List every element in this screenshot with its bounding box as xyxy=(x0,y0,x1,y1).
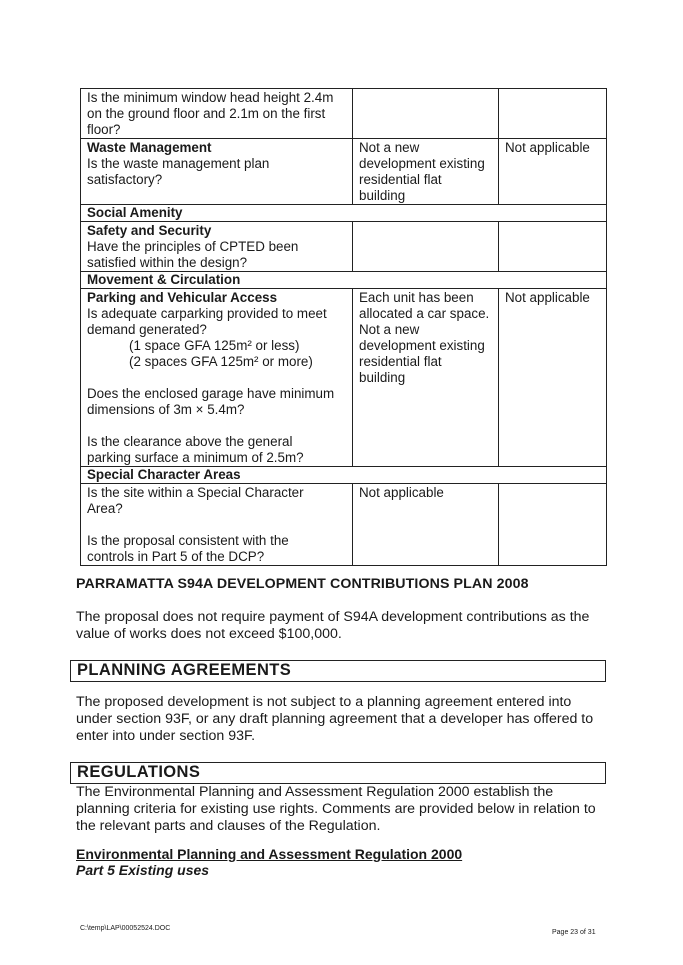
compliance-cell: Not applicable xyxy=(499,289,607,467)
compliance-cell xyxy=(499,484,607,566)
regulation-part-title: Part 5 Existing uses xyxy=(76,862,210,878)
regulation-subtitle: Environmental Planning and Assessment Regulation 2000 xyxy=(76,846,463,862)
question-cell: Waste Management Is the waste management plan satisfactory? xyxy=(81,139,353,205)
comment-cell xyxy=(353,222,499,272)
compliance-cell: Not applicable xyxy=(499,139,607,205)
table-row xyxy=(81,484,607,566)
section-label: Social Amenity xyxy=(81,205,607,222)
section-row xyxy=(81,272,607,289)
comment-cell: Not applicable xyxy=(353,484,499,566)
comment-cell: Each unit has been allocated a car space. Not a new development existing residential flat building xyxy=(353,289,499,467)
section-row xyxy=(81,205,607,222)
section-label: Movement & Circulation xyxy=(81,272,607,289)
table-row xyxy=(81,222,607,272)
compliance-cell xyxy=(499,89,607,139)
compliance-checklist-table xyxy=(80,88,607,566)
planning-agreements-paragraph: The proposed development is not subject to a planning agreement entered into under section 93F, or any draft planning agreement that a developer has offered to enter into under section 93F. xyxy=(76,694,594,744)
row-heading: Safety and Security xyxy=(87,223,212,238)
contributions-heading: PARRAMATTA S94A DEVELOPMENT CONTRIBUTIONS PLAN 2008 xyxy=(76,576,529,592)
question-cell: Safety and Security Have the principles of CPTED been satisfied within the design? xyxy=(81,222,353,272)
planning-agreements-heading: PLANNING AGREEMENTS xyxy=(77,661,292,679)
table-row xyxy=(81,289,607,467)
row-heading: Waste Management xyxy=(87,140,212,155)
regulations-paragraph: The Environmental Planning and Assessment Regulation 2000 establish the planning criteria for existing use rights. Comments are provided below in relation to the relevant parts and clauses of the Regulation. xyxy=(76,784,596,834)
regulations-heading: REGULATIONS xyxy=(77,763,201,781)
contributions-paragraph: The proposal does not require payment of S94A development contributions as the value of works does not exceed $100,000. xyxy=(76,609,590,642)
table-row xyxy=(81,139,607,205)
footer-page-number: Page 23 of 31 xyxy=(552,929,596,936)
regulations-heading-box xyxy=(70,762,606,784)
compliance-cell xyxy=(499,222,607,272)
comment-cell: Not a new development existing residential flat building xyxy=(353,139,499,205)
comment-cell xyxy=(353,89,499,139)
section-label: Special Character Areas xyxy=(81,467,607,484)
row-heading: Parking and Vehicular Access xyxy=(87,290,278,305)
question-cell: Is the site within a Special Character Area? Is the proposal consistent with the controls in Part 5 of the DCP? xyxy=(81,484,353,566)
planning-agreements-heading-box xyxy=(70,660,606,682)
section-row xyxy=(81,467,607,484)
footer-file-path: C:\temp\LAP\00052524.DOC xyxy=(80,925,171,932)
question-cell: Parking and Vehicular Access Is adequate carparking provided to meet demand generated? (1 space GFA 125m² or less) (2 spaces GFA 125m² or more) Does the enclosed garage have minimum dimensions of 3m × 5.4m? Is the clearance above the general parking surface a minimum of 2.5m? xyxy=(81,289,353,467)
table-row xyxy=(81,89,607,139)
question-cell: Is the minimum window head height 2.4m on the ground floor and 2.1m on the first floor? xyxy=(81,89,353,139)
